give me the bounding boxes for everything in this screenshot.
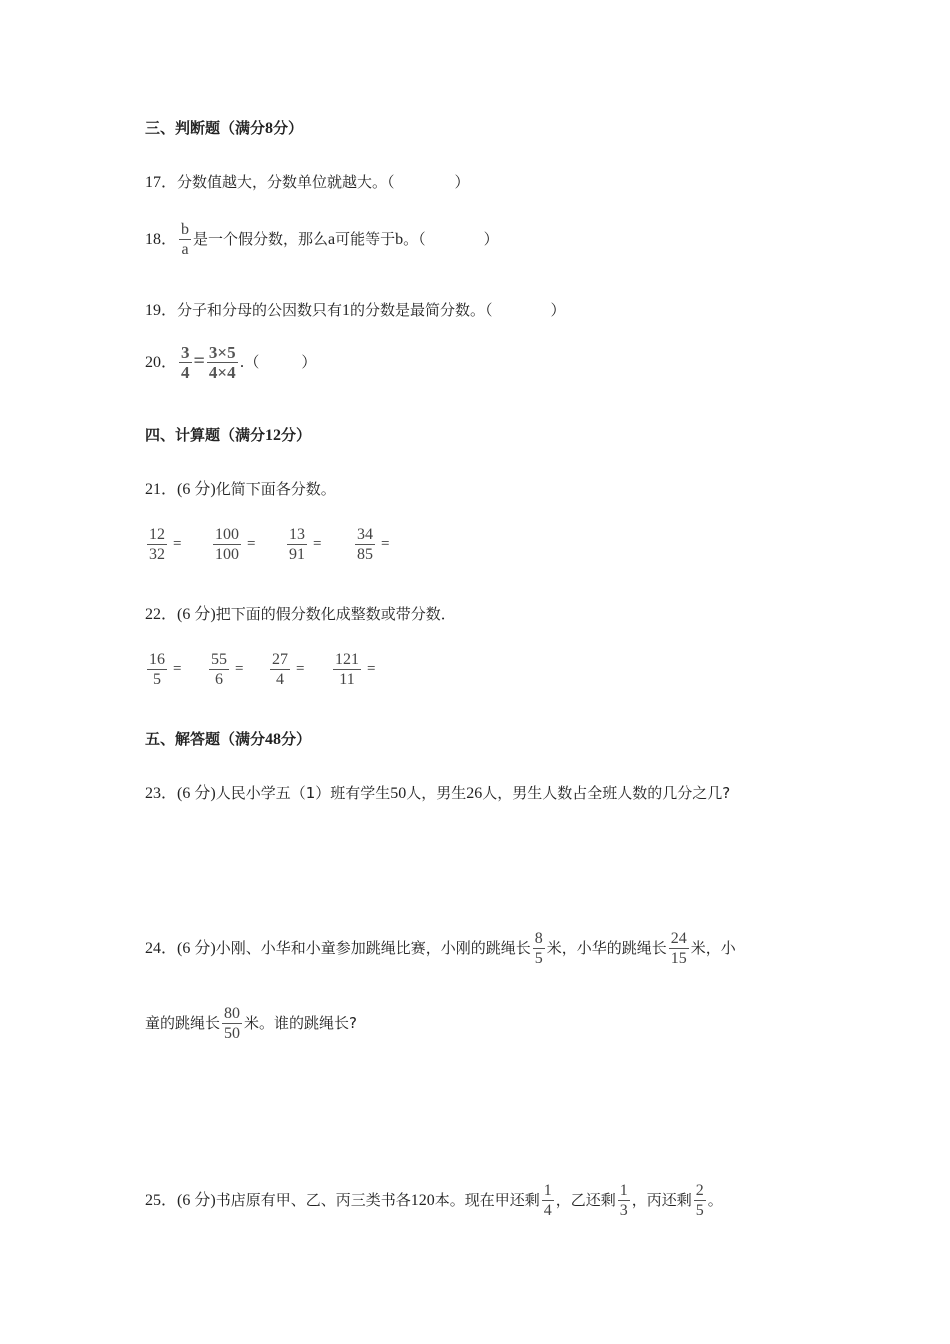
equals-sign: =: [235, 661, 244, 677]
denominator: 85: [357, 546, 373, 563]
numerator: 12: [149, 526, 165, 543]
question-21: [145, 476, 336, 499]
question-number: 22．: [145, 606, 178, 623]
equals-sign: =: [247, 536, 256, 552]
section-title-end: 分）: [273, 119, 304, 137]
fraction: [213, 525, 241, 564]
equals-sign: =: [367, 661, 376, 677]
equals-sign: =: [313, 536, 322, 552]
question-text: 可能等于: [335, 230, 396, 248]
fraction: [287, 525, 307, 564]
fraction-b-over-a: [179, 220, 191, 259]
numerator: 8: [534, 930, 543, 947]
section-5-heading: [145, 728, 311, 749]
fraction: [618, 1181, 630, 1220]
question-17: [145, 169, 470, 192]
section-title: 三、判断题（满分: [145, 119, 266, 137]
answer-paren-close: ）: [301, 355, 317, 371]
fraction: [533, 929, 545, 968]
fraction: [270, 650, 290, 689]
question-text: 童的跳绳长: [145, 1014, 221, 1032]
fraction-row-21: [145, 525, 545, 567]
question-text: 米。谁的跳绳长?: [244, 1014, 357, 1032]
question-text: 米，小华的跳绳长: [546, 939, 667, 957]
fraction: [147, 525, 167, 564]
fraction: [355, 525, 375, 564]
question-text: 。: [707, 1191, 723, 1209]
question-number: 17．: [145, 174, 178, 191]
fraction: [222, 1004, 242, 1043]
denominator: 4: [543, 1202, 552, 1219]
question-text: ，乙还剩: [555, 1191, 616, 1209]
answer-paren-close: ）: [483, 232, 499, 248]
question-22: [145, 601, 456, 624]
fraction: [147, 650, 167, 689]
fraction-item: [145, 650, 181, 689]
question-number: 18．: [145, 231, 178, 248]
denominator: 4: [276, 671, 284, 688]
numerator: 16: [149, 651, 165, 668]
question-text: 书店原有甲、乙、丙三类书各: [215, 1191, 411, 1209]
numerator: 2: [695, 1182, 704, 1199]
question-number: 21．: [145, 481, 178, 498]
number-one: 1: [342, 302, 351, 319]
fraction-item: [285, 525, 321, 564]
question-text: 人，男生人数占全班人数的几分之几?: [482, 784, 731, 802]
fraction-item: [211, 525, 255, 564]
numerator: 34: [357, 526, 373, 543]
equals-sign: =: [173, 536, 182, 552]
denominator: 15: [670, 950, 687, 967]
denominator: 32: [149, 546, 165, 563]
numerator: 3: [181, 343, 190, 362]
equals-sign: =: [173, 661, 182, 677]
numerator: 55: [211, 651, 227, 668]
equals-sign: =: [193, 350, 205, 372]
section-score: 12: [265, 427, 282, 444]
fraction: [333, 650, 361, 689]
numerator: 27: [272, 651, 288, 668]
numerator: 121: [335, 651, 359, 668]
denominator: 5: [534, 950, 543, 967]
fraction: [209, 650, 229, 689]
question-19: [145, 297, 566, 320]
fraction: [669, 929, 689, 968]
question-20: [145, 343, 316, 382]
denominator: 4: [181, 363, 190, 382]
question-text: 的分数是最简分数。（: [350, 301, 493, 319]
question-number: 20．: [145, 354, 178, 371]
question-23: [145, 780, 730, 803]
fraction-item: [331, 650, 375, 689]
question-text: 把下面的假分数化成整数或带分数．: [215, 605, 456, 623]
denominator: 3: [619, 1202, 628, 1219]
section-title: 五、解答题（满分: [145, 730, 266, 748]
question-score: (6 分): [177, 940, 216, 957]
number: 50: [390, 785, 407, 802]
variable-b: b: [395, 231, 404, 248]
fraction-item: [145, 525, 181, 564]
numerator: 100: [215, 526, 239, 543]
numerator: 1: [543, 1182, 552, 1199]
question-18: [145, 220, 499, 259]
section-3-heading: [145, 117, 303, 138]
question-score: (6 分): [177, 1192, 216, 1209]
equals-sign: =: [381, 536, 390, 552]
question-score: (6 分): [177, 481, 216, 498]
question-text: 是一个假分数，那么: [193, 230, 329, 248]
denominator: 4×4: [208, 363, 236, 382]
question-text: 分子和分母的公因数只有: [177, 301, 343, 319]
question-number: 23．: [145, 785, 178, 802]
section-score: 8: [265, 120, 274, 137]
fraction-item: [268, 650, 304, 689]
denominator: 91: [289, 546, 305, 563]
answer-paren-close: ）: [550, 303, 566, 319]
fraction: [542, 1181, 554, 1220]
number: 26: [466, 785, 483, 802]
section-score: 48: [265, 731, 282, 748]
question-text: ，丙还剩: [631, 1191, 692, 1209]
question-24-line-2: [145, 1004, 357, 1043]
section-title-end: 分）: [281, 730, 312, 748]
fraction-three-quarters: [179, 343, 192, 382]
question-text: .（: [239, 353, 260, 371]
numerator: b: [181, 221, 190, 238]
question-25: [145, 1181, 723, 1220]
question-text: 米，小: [690, 939, 736, 957]
denominator: a: [181, 241, 189, 258]
denominator: 50: [224, 1025, 241, 1042]
question-score: (6 分): [177, 785, 216, 802]
denominator: 6: [215, 671, 223, 688]
numerator: 24: [670, 930, 687, 947]
question-text: 。（: [403, 230, 426, 248]
fraction-product: [207, 343, 238, 382]
numerator: 1: [619, 1182, 628, 1199]
denominator: 5: [695, 1202, 704, 1219]
question-24-line-1: [145, 929, 736, 968]
denominator: 5: [153, 671, 161, 688]
question-text: 化简下面各分数。: [215, 480, 336, 498]
number: 120: [410, 1192, 435, 1209]
question-score: (6 分): [177, 606, 216, 623]
question-number: 24．: [145, 940, 178, 957]
section-title-end: 分）: [281, 426, 312, 444]
denominator: 11: [339, 671, 355, 688]
question-text: 人，男生: [406, 784, 467, 802]
numerator: 3×5: [208, 343, 236, 362]
fraction-item: [353, 525, 389, 564]
section-4-heading: [145, 424, 311, 445]
denominator: 100: [215, 546, 239, 563]
answer-paren-close: ）: [454, 175, 470, 191]
section-title: 四、计算题（满分: [145, 426, 266, 444]
fraction-item: [207, 650, 243, 689]
question-text: 小刚、小华和小童参加跳绳比赛，小刚的跳绳长: [215, 939, 531, 957]
question-number: 19．: [145, 302, 178, 319]
numerator: 80: [224, 1005, 241, 1022]
question-text: 人民小学五（1）班有学生: [215, 784, 391, 802]
fraction: [694, 1181, 706, 1220]
variable-a: a: [328, 231, 336, 248]
question-number: 25．: [145, 1192, 178, 1209]
numerator: 13: [289, 526, 305, 543]
question-text: 本。现在甲还剩: [434, 1191, 540, 1209]
fraction-row-22: [145, 650, 545, 692]
equals-sign: =: [296, 661, 305, 677]
question-text: 分数值越大，分数单位就越大。（: [177, 173, 395, 191]
